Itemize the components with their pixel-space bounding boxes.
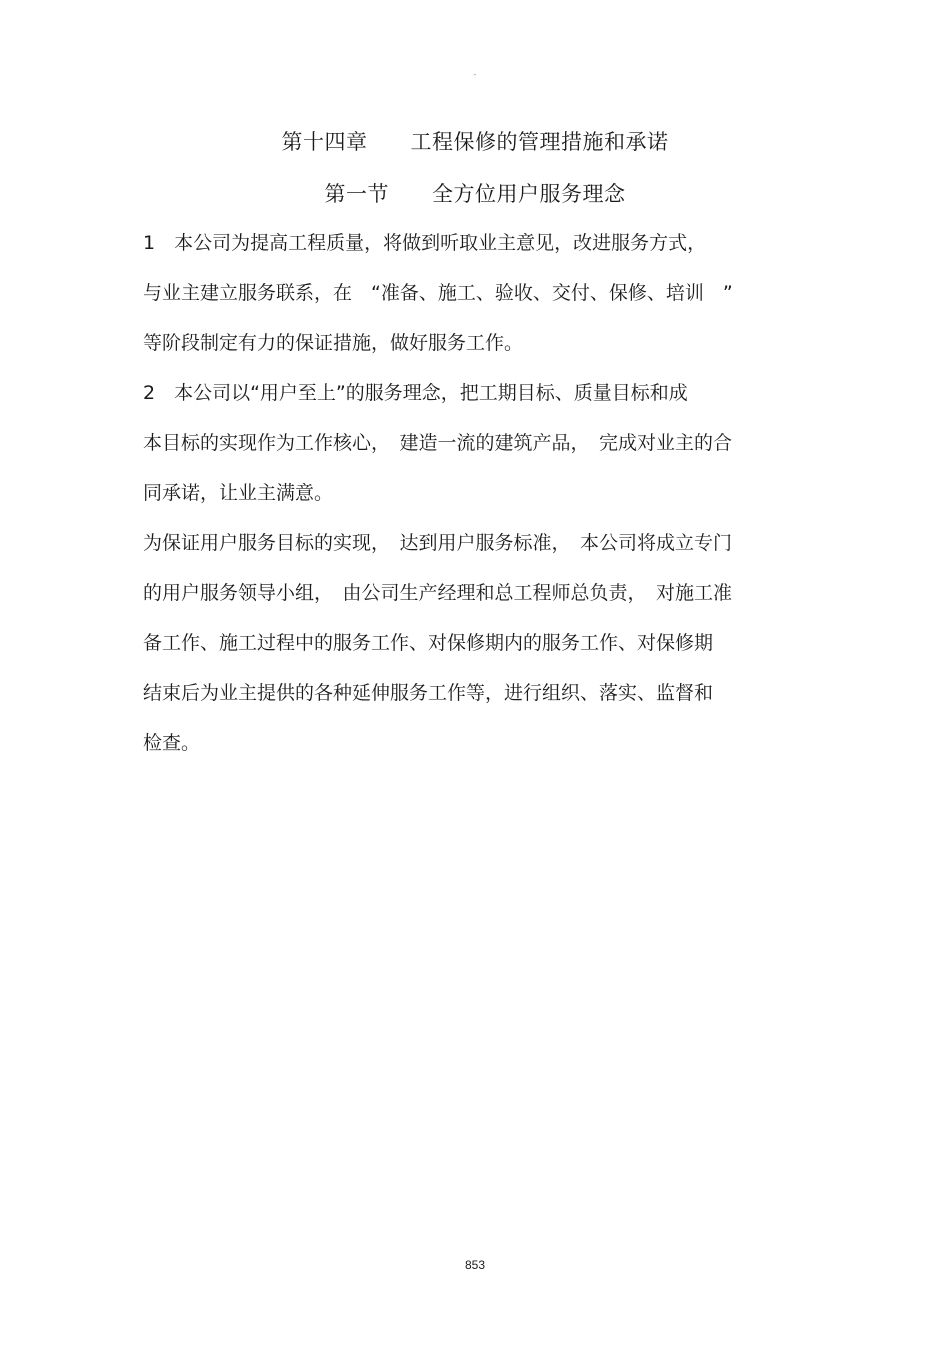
text-line: 的用户服务领导小组， 由公司生产经理和总工程师总负责， 对施工准 [143, 582, 733, 604]
text-line: 本目标的实现作为工作核心， 建造一流的建筑产品， 完成对业主的合 [143, 432, 733, 454]
text-line: 同承诺，让业主满意。 [143, 482, 334, 504]
text-line: 检查。 [143, 732, 201, 754]
section-title: 第一节 全方位用户服务理念 [324, 182, 626, 206]
text-line: 1 本公司为提高工程质量，将做到听取业主意见，改进服务方式， [143, 232, 707, 254]
text-line: 为保证用户服务目标的实现， 达到用户服务标准， 本公司将成立专门 [143, 532, 733, 554]
text-line: 等阶段制定有力的保证措施，做好服务工作。 [143, 332, 524, 354]
text-line: 2 本公司以“用户至上”的服务理念，把工期目标、质量目标和成 [143, 382, 688, 404]
text-line: 备工作、施工过程中的服务工作、对保修期内的服务工作、对保修期 [143, 632, 714, 654]
page-number: 853 [464, 1258, 486, 1272]
text-line: 与业主建立服务联系，在 “准备、施工、验收、交付、保修、培训 ” [143, 282, 733, 304]
chapter-title: 第十四章 工程保修的管理措施和承诺 [281, 130, 669, 154]
body-text [143, 228, 823, 778]
text-line: 结束后为业主提供的各种延伸服务工作等，进行组织、落实、监督和 [143, 682, 714, 704]
header-mark: - [473, 70, 477, 79]
